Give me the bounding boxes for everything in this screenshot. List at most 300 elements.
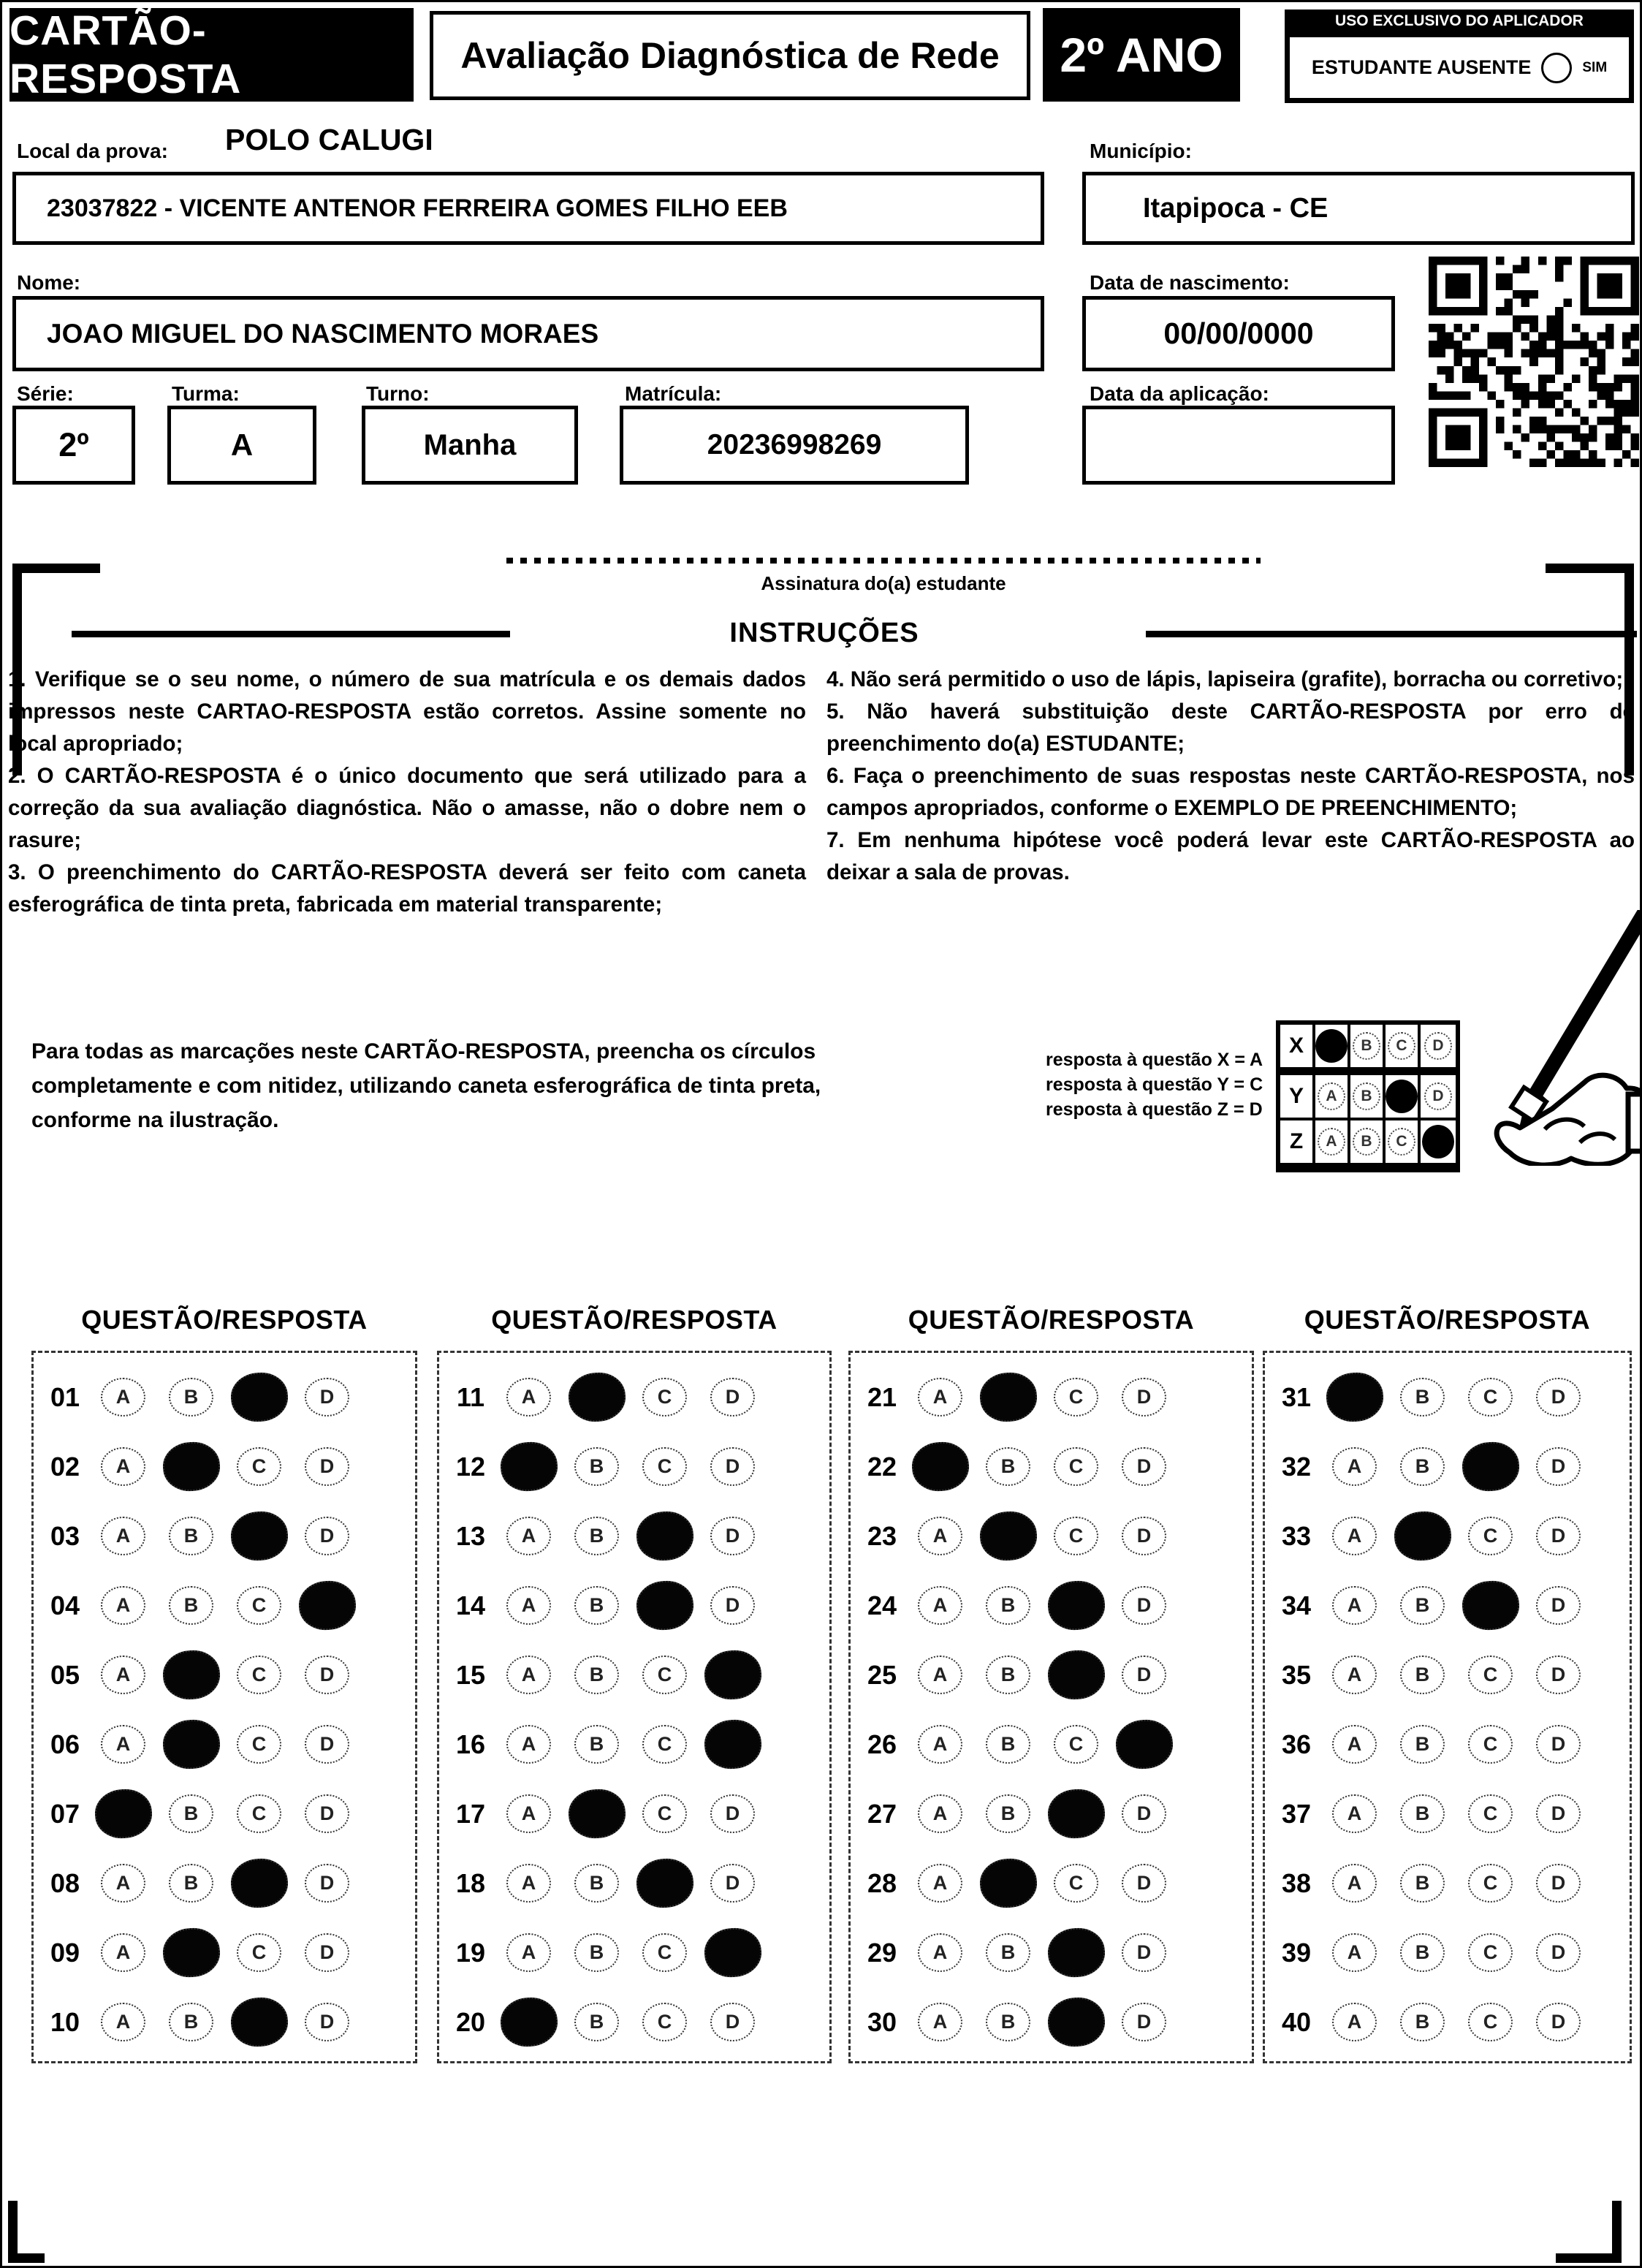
bubble-B-filled[interactable] <box>978 1370 1039 1425</box>
answer-row <box>1272 1432 1630 1501</box>
bubble-B[interactable]: B <box>986 2003 1030 2041</box>
matricula-field: 20236998269 <box>620 406 969 485</box>
question-number: 36 <box>1281 1729 1312 1759</box>
example-bubble-B: B <box>1353 1128 1380 1156</box>
bubble-D[interactable]: D <box>305 2003 349 2041</box>
instructions-title: INSTRUÇÕES <box>729 618 919 648</box>
signature-line[interactable] <box>506 558 1261 564</box>
bubble-D[interactable]: D <box>1536 1586 1581 1625</box>
bubble-B[interactable]: B <box>574 1725 619 1764</box>
bubble-A-filled[interactable] <box>910 1440 971 1494</box>
question-number: 34 <box>1281 1590 1312 1620</box>
bubble-B[interactable]: B <box>1400 1864 1445 1903</box>
question-number: 11 <box>456 1381 485 1412</box>
bubble-B[interactable]: B <box>1400 1586 1445 1625</box>
bubble-C[interactable]: C <box>1468 1517 1513 1555</box>
bubble-B[interactable]: B <box>1400 1447 1445 1486</box>
bubble-A[interactable]: A <box>918 2003 962 2041</box>
bubble-B[interactable]: B <box>169 1586 213 1625</box>
bubble-D[interactable]: D <box>1122 1656 1166 1694</box>
bubble-D[interactable]: D <box>305 1933 349 1972</box>
bubble-D[interactable]: D <box>1536 2003 1581 2041</box>
question-number: 28 <box>867 1867 897 1898</box>
question-number: 12 <box>455 1451 486 1482</box>
school-field: 23037822 - VICENTE ANTENOR FERREIRA GOMES FILHO EEB <box>12 172 1044 245</box>
answer-row <box>41 1362 415 1432</box>
answer-row <box>446 1640 829 1710</box>
bubble-D[interactable]: D <box>710 1447 755 1486</box>
answer-row <box>41 1432 415 1501</box>
bubble-A[interactable]: A <box>1332 1933 1377 1972</box>
bubble-D[interactable]: D <box>305 1517 349 1555</box>
bubble-D[interactable]: D <box>1122 1378 1166 1416</box>
answer-row <box>858 1640 1252 1710</box>
bubble-C-filled[interactable] <box>229 1857 290 1911</box>
grade-badge: 2º ANO <box>1043 8 1240 102</box>
bubble-C[interactable]: C <box>237 1656 281 1694</box>
exam-title: Avaliação Diagnóstica de Rede <box>430 11 1030 100</box>
answer-row <box>446 1848 829 1918</box>
bubble-A[interactable]: A <box>101 1447 145 1486</box>
bubble-D[interactable]: D <box>1536 1447 1581 1486</box>
student-absent-option-label: SIM <box>1582 59 1608 75</box>
answer-row <box>1272 1571 1630 1640</box>
bubble-A[interactable]: A <box>918 1517 962 1555</box>
bubble-C-filled[interactable] <box>229 1370 290 1425</box>
answer-row <box>858 1918 1252 1987</box>
bubble-B[interactable]: B <box>169 1794 213 1833</box>
serie-label: Série: <box>17 382 74 405</box>
answer-row <box>858 1501 1252 1571</box>
bubble-C-filled[interactable] <box>229 1995 290 2049</box>
bubble-C-filled[interactable] <box>634 1509 696 1563</box>
hand-pen-illustration <box>1409 910 1642 1166</box>
answer-row <box>858 1987 1252 2057</box>
answers-column-title: QUESTÃO/RESPOSTA <box>491 1305 778 1335</box>
answer-row <box>41 1918 415 1987</box>
bubble-A[interactable]: A <box>918 1864 962 1903</box>
question-number: 06 <box>50 1729 80 1759</box>
turno-label: Turno: <box>366 382 430 405</box>
bubble-D-filled[interactable] <box>1114 1718 1175 1772</box>
corner-mark-top-right <box>1546 564 1634 573</box>
bubble-A[interactable]: A <box>1332 1447 1377 1486</box>
answer-row <box>858 1571 1252 1640</box>
bubble-A[interactable]: A <box>101 1586 145 1625</box>
instruction-item: 6. Faça o preenchimento de suas respostas neste CARTÃO-RESPOSTA, nos campos apropriados, conforme o EXEMPLO DE PREENCHIMENTO; <box>826 764 1635 820</box>
bubble-C[interactable]: C <box>642 1447 687 1486</box>
bubble-B[interactable]: B <box>169 1517 213 1555</box>
bubble-B[interactable]: B <box>169 2003 213 2041</box>
bubble-C[interactable]: C <box>1054 1517 1098 1555</box>
bubble-B[interactable]: B <box>1400 1933 1445 1972</box>
bubble-B-filled[interactable] <box>978 1509 1039 1563</box>
bubble-A[interactable]: A <box>101 1656 145 1694</box>
local-value: POLO CALUGI <box>225 123 433 156</box>
corner-mark-bottom-left <box>8 2253 45 2263</box>
bubble-D[interactable]: D <box>710 2003 755 2041</box>
bubble-C[interactable]: C <box>237 1933 281 1972</box>
bubble-A[interactable]: A <box>506 1517 551 1555</box>
bubble-B[interactable]: B <box>1400 1378 1445 1416</box>
bubble-A[interactable]: A <box>506 1586 551 1625</box>
corner-mark-bottom-right <box>1556 2253 1622 2263</box>
question-number: 38 <box>1281 1867 1312 1898</box>
bubble-D[interactable]: D <box>305 1447 349 1486</box>
question-number: 10 <box>50 2006 80 2037</box>
example-bubble-D: D <box>1424 1082 1452 1110</box>
bubble-A[interactable]: A <box>1332 1586 1377 1625</box>
bubble-C[interactable]: C <box>1468 1933 1513 1972</box>
bubble-A[interactable]: A <box>918 1794 962 1833</box>
question-number: 39 <box>1281 1937 1312 1968</box>
bubble-A-filled[interactable] <box>1324 1370 1386 1425</box>
bubble-A[interactable]: A <box>918 1725 962 1764</box>
bubble-C[interactable]: C <box>642 1725 687 1764</box>
instructions-rule-right <box>1146 631 1637 637</box>
bubble-C-filled[interactable] <box>1460 1440 1521 1494</box>
bubble-B[interactable]: B <box>574 1933 619 1972</box>
answer-row <box>858 1779 1252 1848</box>
bubble-C[interactable]: C <box>1468 1656 1513 1694</box>
bubble-D[interactable]: D <box>1122 1864 1166 1903</box>
example-bubble-C: C <box>1388 1032 1415 1060</box>
bubble-A[interactable]: A <box>506 1864 551 1903</box>
bubble-A[interactable]: A <box>1332 1794 1377 1833</box>
bubble-B[interactable]: B <box>574 2003 619 2041</box>
bubble-B-filled[interactable] <box>978 1857 1039 1911</box>
bubble-D[interactable]: D <box>1536 1794 1581 1833</box>
bubble-C-filled[interactable] <box>1046 1926 1107 1980</box>
bubble-C-filled[interactable] <box>1460 1579 1521 1633</box>
municipio-field: Itapipoca - CE <box>1082 172 1635 245</box>
answer-row <box>858 1432 1252 1501</box>
question-number: 25 <box>867 1659 897 1690</box>
bubble-B[interactable]: B <box>1400 2003 1445 2041</box>
answer-row <box>41 1987 415 2057</box>
bubble-D[interactable]: D <box>305 1656 349 1694</box>
question-number: 31 <box>1281 1381 1312 1412</box>
example-bubble-A: A <box>1318 1082 1345 1110</box>
answer-row <box>41 1779 415 1848</box>
bubble-A-filled[interactable] <box>498 1440 560 1494</box>
bubble-B[interactable]: B <box>986 1933 1030 1972</box>
question-number: 20 <box>455 2006 486 2037</box>
bubble-A[interactable]: A <box>506 1794 551 1833</box>
answer-row <box>1272 1779 1630 1848</box>
bubble-D-filled[interactable] <box>297 1579 358 1633</box>
bubble-D[interactable]: D <box>1122 1586 1166 1625</box>
answer-row <box>446 1918 829 1987</box>
question-number: 19 <box>455 1937 486 1968</box>
bubble-C-filled[interactable] <box>634 1579 696 1633</box>
bubble-D[interactable]: D <box>1536 1864 1581 1903</box>
aplicacao-field <box>1082 406 1395 485</box>
answer-row <box>446 1987 829 2057</box>
bubble-D[interactable]: D <box>710 1794 755 1833</box>
bubble-D[interactable]: D <box>305 1725 349 1764</box>
example-legend <box>1046 1047 1263 1122</box>
question-number: 01 <box>50 1381 80 1412</box>
instructions-right-column <box>826 664 1635 889</box>
question-number: 18 <box>455 1867 486 1898</box>
answer-row <box>1272 1987 1630 2057</box>
bubble-D[interactable]: D <box>305 1378 349 1416</box>
nome-field: JOAO MIGUEL DO NASCIMENTO MORAES <box>12 296 1044 371</box>
matricula-label: Matrícula: <box>625 382 722 405</box>
question-number: 07 <box>50 1798 80 1829</box>
bubble-C[interactable]: C <box>1054 1864 1098 1903</box>
question-number: 16 <box>455 1729 486 1759</box>
bubble-A[interactable]: A <box>918 1586 962 1625</box>
instruction-item: 7. Em nenhuma hipótese você poderá levar este CARTÃO-RESPOSTA ao deixar a sala de provas. <box>826 828 1635 884</box>
answer-row <box>1272 1848 1630 1918</box>
applicator-box <box>1285 10 1634 103</box>
bubble-B[interactable]: B <box>574 1447 619 1486</box>
answer-row <box>41 1640 415 1710</box>
bubble-B[interactable]: B <box>986 1656 1030 1694</box>
question-number: 21 <box>867 1381 897 1412</box>
answers-column-box <box>437 1351 832 2063</box>
bubble-D[interactable]: D <box>710 1864 755 1903</box>
answer-row <box>1272 1501 1630 1571</box>
instructions-rule-left <box>72 631 510 637</box>
question-number: 30 <box>867 2006 897 2037</box>
question-number: 05 <box>50 1659 80 1690</box>
bubble-B-filled[interactable] <box>566 1787 628 1841</box>
bubble-D[interactable]: D <box>1122 1517 1166 1555</box>
example-bubble-B: B <box>1353 1032 1380 1060</box>
bubble-A[interactable]: A <box>101 2003 145 2041</box>
bubble-C-filled[interactable] <box>1046 1648 1107 1702</box>
example-paragraph: Para todas as marcações neste CARTÃO-RESPOSTA, preencha os círculos completamente e com nitidez, utilizando caneta esferográfica de tinta preta, conforme na ilustração. <box>31 1039 821 1132</box>
corner-mark-top-left <box>12 564 100 573</box>
instructions-left-column <box>8 664 806 921</box>
bubble-C[interactable]: C <box>1468 2003 1513 2041</box>
question-number: 13 <box>455 1520 486 1551</box>
answer-row <box>858 1848 1252 1918</box>
bubble-C[interactable]: C <box>1468 1794 1513 1833</box>
question-number: 40 <box>1281 2006 1312 2037</box>
bubble-A[interactable]: A <box>101 1933 145 1972</box>
bubble-B-filled[interactable] <box>161 1648 222 1702</box>
answer-row <box>446 1571 829 1640</box>
bubble-B[interactable]: B <box>169 1378 213 1416</box>
bubble-B-filled[interactable] <box>161 1440 222 1494</box>
answer-row <box>1272 1710 1630 1779</box>
bubble-A[interactable]: A <box>506 1378 551 1416</box>
bubble-A-filled[interactable] <box>498 1995 560 2049</box>
local-label: Local da prova: <box>17 140 168 162</box>
instruction-item: 1. Verifique se o seu nome, o número de sua matrícula e os demais dados impressos neste CARTAO-RESPOSTA estão corretos. Assine somente no local apropriado; <box>8 667 806 756</box>
bubble-A[interactable]: A <box>1332 1517 1377 1555</box>
answers-column-box <box>31 1351 417 2063</box>
turma-label: Turma: <box>172 382 240 405</box>
student-absent-bubble[interactable] <box>1541 53 1572 83</box>
turno-field: Manha <box>362 406 578 485</box>
serie-field: 2º <box>12 406 135 485</box>
bubble-A[interactable]: A <box>506 1725 551 1764</box>
bubble-D[interactable]: D <box>305 1794 349 1833</box>
bubble-A[interactable]: A <box>918 1656 962 1694</box>
bubble-C[interactable]: C <box>1468 1864 1513 1903</box>
bubble-C[interactable]: C <box>1468 1725 1513 1764</box>
answer-row <box>858 1362 1252 1432</box>
answer-row <box>446 1501 829 1571</box>
bubble-C[interactable]: C <box>237 1725 281 1764</box>
nascimento-label: Data de nascimento: <box>1090 271 1290 294</box>
example-row-label: Y <box>1280 1075 1315 1120</box>
question-number: 24 <box>867 1590 897 1620</box>
bubble-B[interactable]: B <box>986 1586 1030 1625</box>
bubble-D[interactable]: D <box>1122 1794 1166 1833</box>
example-bubble-B: B <box>1353 1082 1380 1110</box>
example-legend-line: resposta à questão X = A <box>1046 1050 1263 1070</box>
bubble-C-filled[interactable] <box>229 1509 290 1563</box>
bubble-A[interactable]: A <box>101 1517 145 1555</box>
bubble-C[interactable]: C <box>1054 1447 1098 1486</box>
answers-column-box <box>1263 1351 1632 2063</box>
bubble-C[interactable]: C <box>237 1794 281 1833</box>
bubble-A[interactable]: A <box>1332 1725 1377 1764</box>
bubble-D-filled[interactable] <box>702 1718 764 1772</box>
bubble-B[interactable]: B <box>1400 1656 1445 1694</box>
answers-column-title: QUESTÃO/RESPOSTA <box>1304 1305 1591 1335</box>
nome-label: Nome: <box>17 271 81 294</box>
answer-row <box>41 1501 415 1571</box>
bubble-A[interactable]: A <box>101 1864 145 1903</box>
applicator-box-title: USO EXCLUSIVO DO APLICADOR <box>1335 12 1584 29</box>
bubble-D[interactable]: D <box>1536 1656 1581 1694</box>
answer-row <box>1272 1640 1630 1710</box>
instruction-item: 2. O CARTÃO-RESPOSTA é o único documento que será utilizado para a correção da sua avaliação diagnóstica. Não o amasse, não o dobre nem o rasure; <box>8 764 806 852</box>
bubble-A[interactable]: A <box>506 1933 551 1972</box>
bubble-C[interactable]: C <box>642 1933 687 1972</box>
answer-row <box>446 1710 829 1779</box>
bubble-C[interactable]: C <box>642 1378 687 1416</box>
bubble-A[interactable]: A <box>101 1378 145 1416</box>
bubble-B[interactable]: B <box>1400 1725 1445 1764</box>
question-number: 03 <box>50 1520 80 1551</box>
bubble-D[interactable]: D <box>1122 1447 1166 1486</box>
question-number: 02 <box>50 1451 80 1482</box>
bubble-C-filled[interactable] <box>1046 1787 1107 1841</box>
bubble-B-filled[interactable] <box>566 1370 628 1425</box>
question-number: 37 <box>1281 1798 1312 1829</box>
aplicacao-label: Data da aplicação: <box>1090 382 1269 405</box>
bubble-B-filled[interactable] <box>161 1718 222 1772</box>
answer-row <box>446 1432 829 1501</box>
bubble-D[interactable]: D <box>710 1517 755 1555</box>
bubble-B[interactable]: B <box>986 1447 1030 1486</box>
bubble-A[interactable]: A <box>918 1378 962 1416</box>
bubble-D-filled[interactable] <box>702 1648 764 1702</box>
student-absent-label: ESTUDANTE AUSENTE <box>1311 56 1532 78</box>
question-number: 33 <box>1281 1520 1312 1551</box>
signature-label: Assinatura do(a) estudante <box>761 572 1006 594</box>
bubble-A[interactable]: A <box>101 1725 145 1764</box>
bubble-D[interactable]: D <box>1122 2003 1166 2041</box>
question-number: 08 <box>50 1867 80 1898</box>
answer-row <box>41 1710 415 1779</box>
answer-row <box>1272 1918 1630 1987</box>
bubble-A[interactable]: A <box>1332 1656 1377 1694</box>
answer-row <box>1272 1362 1630 1432</box>
bubble-D[interactable]: D <box>1536 1933 1581 1972</box>
bubble-C-filled[interactable] <box>1046 1995 1107 2049</box>
bubble-A[interactable]: A <box>506 1656 551 1694</box>
bubble-C[interactable]: C <box>642 1656 687 1694</box>
example-legend-line: resposta à questão Z = D <box>1046 1099 1263 1120</box>
question-number: 14 <box>455 1590 486 1620</box>
bubble-C-filled[interactable] <box>1046 1579 1107 1633</box>
bubble-B[interactable]: B <box>1400 1794 1445 1833</box>
bubble-B-filled[interactable] <box>161 1926 222 1980</box>
bubble-C[interactable]: C <box>237 1447 281 1486</box>
example-row-label: Z <box>1280 1120 1315 1163</box>
bubble-D[interactable]: D <box>1122 1933 1166 1972</box>
bubble-B[interactable]: B <box>986 1725 1030 1764</box>
answers-column-title: QUESTÃO/RESPOSTA <box>908 1305 1195 1335</box>
bubble-B[interactable]: B <box>986 1794 1030 1833</box>
bubble-B[interactable]: B <box>169 1864 213 1903</box>
question-number: 15 <box>455 1659 486 1690</box>
bubble-B[interactable]: B <box>574 1864 619 1903</box>
question-number: 26 <box>867 1729 897 1759</box>
bubble-A[interactable]: A <box>1332 2003 1377 2041</box>
bubble-B[interactable]: B <box>574 1586 619 1625</box>
question-number: 29 <box>867 1937 897 1968</box>
question-number: 09 <box>50 1937 80 1968</box>
bubble-D[interactable]: D <box>1536 1517 1581 1555</box>
bubble-D-filled[interactable] <box>702 1926 764 1980</box>
card-title: CARTÃO-RESPOSTA <box>9 8 414 102</box>
bubble-C-filled[interactable] <box>634 1857 696 1911</box>
example-bubble-A: A <box>1318 1128 1345 1156</box>
bubble-D[interactable]: D <box>710 1378 755 1416</box>
bubble-B[interactable]: B <box>574 1656 619 1694</box>
bubble-C[interactable]: C <box>237 1586 281 1625</box>
bubble-D[interactable]: D <box>1536 1378 1581 1416</box>
answer-row <box>446 1362 829 1432</box>
bubble-D[interactable]: D <box>710 1586 755 1625</box>
question-number: 17 <box>455 1798 486 1829</box>
answer-row <box>446 1779 829 1848</box>
bubble-C[interactable]: C <box>642 1794 687 1833</box>
question-number: 27 <box>867 1798 897 1829</box>
answers-column-box <box>848 1351 1254 2063</box>
bubble-A[interactable]: A <box>918 1933 962 1972</box>
example-row-label: X <box>1280 1025 1315 1075</box>
bubble-C[interactable]: C <box>642 2003 687 2041</box>
bubble-A-filled[interactable] <box>93 1787 154 1841</box>
bubble-C[interactable]: C <box>1054 1378 1098 1416</box>
answer-row <box>41 1571 415 1640</box>
question-number: 22 <box>867 1451 897 1482</box>
question-number: 23 <box>867 1520 897 1551</box>
bubble-B[interactable]: B <box>574 1517 619 1555</box>
bubble-A[interactable]: A <box>1332 1864 1377 1903</box>
bubble-D[interactable]: D <box>1536 1725 1581 1764</box>
bubble-C[interactable]: C <box>1054 1725 1098 1764</box>
example-bubble-A-filled <box>1315 1029 1348 1063</box>
bubble-D[interactable]: D <box>305 1864 349 1903</box>
example-legend-line: resposta à questão Y = C <box>1046 1074 1263 1095</box>
qr-code <box>1429 257 1639 467</box>
bubble-B-filled[interactable] <box>1392 1509 1453 1563</box>
bubble-C[interactable]: C <box>1468 1378 1513 1416</box>
question-number: 32 <box>1281 1451 1312 1482</box>
